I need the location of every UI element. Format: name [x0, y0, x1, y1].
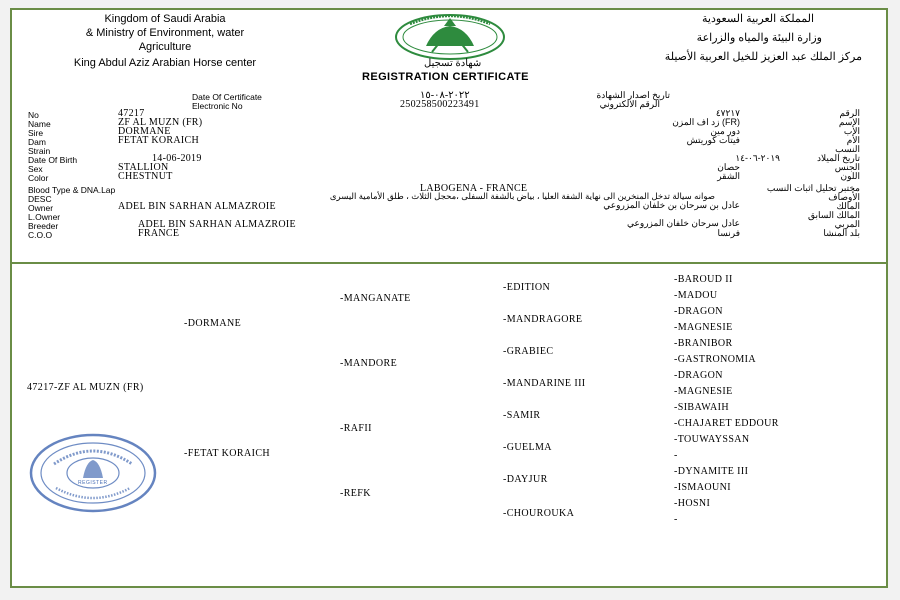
date-label: Date Of Certificate	[192, 92, 262, 102]
value-owner: ADEL BIN SARHAN ALMAZROIE	[118, 201, 276, 212]
pedigree-gen4-2: -MADOU	[674, 290, 718, 301]
value-no-ar: ٤٧٢١٧	[715, 108, 740, 118]
label-dna: Blood Type & DNA.Lap	[28, 185, 116, 195]
label-color: Color	[28, 173, 49, 183]
label-sex-ar: الجنس	[834, 162, 860, 172]
label-breeder-ar: المربي	[834, 219, 860, 229]
pedigree-gen2-4: -REFK	[340, 488, 371, 499]
date-value: ٢٠٢٢-٠٨-١٥	[420, 90, 470, 101]
pedigree-gen4-16: -	[674, 514, 678, 525]
label-desc-ar: الأوصاف	[828, 192, 860, 202]
pedigree-gen4-15: -HOSNI	[674, 498, 711, 509]
pedigree-gen4-9: -SIBAWAIH	[674, 402, 730, 413]
value-name: ZF AL MUZN (FR)	[118, 117, 203, 128]
label-no: No	[28, 110, 39, 120]
pedigree-gen2-3: -RAFII	[340, 423, 372, 434]
pedigree-gen3-8: -CHOUROUKA	[503, 508, 575, 519]
value-dam: FETAT KORAICH	[118, 135, 199, 146]
value-coo-ar: فرنسا	[717, 228, 740, 238]
pedigree-gen3-1: -EDITION	[503, 282, 551, 293]
label-coo-ar: بلد المنشا	[823, 228, 860, 238]
center-logo	[392, 10, 508, 60]
header-ar-line3: مركز الملك عبد العزيز للخيل العربية الأصيلة	[664, 51, 862, 63]
label-name-ar: الاسم	[838, 117, 860, 127]
header-english	[40, 12, 290, 70]
certificate-title: REGISTRATION CERTIFICATE	[362, 71, 529, 83]
electronic-value: 2502585002234​91	[400, 99, 480, 110]
pedigree-gen2-2: -MANDORE	[340, 358, 398, 369]
value-color: CHESTNUT	[118, 171, 173, 182]
label-lowner: L.Owner	[28, 212, 61, 222]
label-desc: DESC	[28, 194, 52, 204]
label-no-ar: الرقم	[839, 108, 860, 118]
label-sex: Sex	[28, 164, 43, 174]
label-dam-ar: الأم	[846, 135, 860, 145]
pedigree-gen4-13: -DYNAMITE III	[674, 466, 749, 477]
header-ar-line1: المملكة العربية السعودية	[702, 13, 814, 25]
value-dob-ar: ٢٠١٩-٠٦-١٤	[735, 153, 780, 163]
label-dob-ar: تاريخ الميلاد	[817, 153, 860, 163]
pedigree-gen4-4: -MAGNESIE	[674, 322, 733, 333]
value-breeder: ADEL BIN SARHAN ALMAZROIE	[138, 219, 296, 230]
label-lowner-ar: المالك السابق	[807, 210, 860, 220]
label-owner: Owner	[28, 203, 54, 213]
pedigree-gen4-10: -CHAJARET EDDOUR	[674, 418, 779, 429]
value-coo: FRANCE	[138, 228, 180, 239]
header-en-line3: Agriculture	[138, 41, 192, 53]
header-en-line2: & Ministry of Environment, water	[85, 27, 245, 39]
pedigree-gen3-5: -SAMIR	[503, 410, 541, 421]
label-dna-ar: مختبر تحليل اثبات النسب	[766, 183, 860, 193]
pedigree-gen3-2: -MANDRAGORE	[503, 314, 583, 325]
official-stamp	[28, 432, 158, 514]
label-sire-ar: الأب	[843, 126, 860, 136]
label-strain-ar: النسب	[835, 144, 860, 154]
header-en-line4: King Abdul Aziz Arabian Horse center	[73, 57, 257, 69]
value-desc-ar: صوانه سيالة تدخل المنخرين الى نهاية الشفة العليا ، بياض بالشفة السفلى ،محجل الثلاث ، طلق الأمامية اليسرى	[329, 191, 715, 201]
label-dob: Date Of Birth	[28, 155, 78, 165]
pedigree-gen4-11: -TOUWAYSSAN	[674, 434, 750, 445]
header-arabic	[610, 10, 862, 67]
pedigree-gen4-8: -MAGNESIE	[674, 386, 733, 397]
value-dna: LABOGENA - FRANCE	[420, 183, 528, 194]
label-breeder: Breeder	[28, 221, 59, 231]
label-sire: Sire	[28, 128, 44, 138]
value-color-ar: الشقر	[717, 171, 740, 181]
pedigree-gen4-6: -GASTRONOMIA	[674, 354, 757, 365]
pedigree-gen4-3: -DRAGON	[674, 306, 723, 317]
label-dam: Dam	[28, 137, 46, 147]
pedigree-gen4-1: -BAROUD II	[674, 274, 733, 285]
value-dam-ar: فيتات كوريتش	[686, 135, 740, 145]
value-no: 47217	[118, 108, 145, 119]
pedigree-gen2-1: -MANGANATE	[340, 293, 411, 304]
value-name-ar: (FR) زد اف المزن	[672, 117, 740, 127]
pedigree-dam: -FETAT KORAICH	[184, 448, 271, 459]
header-ar-line2: وزارة البيئة والمياه والزراعة	[696, 32, 822, 44]
pedigree-gen3-6: -GUELMA	[503, 442, 552, 453]
arabic-title: شهادة تسجيل	[424, 58, 482, 69]
value-sex: STALLION	[118, 162, 169, 173]
pedigree-subject: 47217-ZF AL MUZN (FR)	[27, 382, 144, 393]
label-strain: Strain	[28, 146, 51, 156]
pedigree-gen4-12: -	[674, 450, 678, 461]
value-dob: 14-06-2019	[152, 153, 202, 164]
value-sire: DORMANE	[118, 126, 171, 137]
value-breeder-ar: عادل سرحان خلفان المزروعي	[626, 218, 740, 228]
value-sex-ar: حصان	[717, 162, 740, 172]
electronic-label: Electronic No	[192, 101, 243, 111]
label-owner-ar: المالك	[836, 201, 860, 211]
stamp-register-text: REGISTER	[78, 480, 108, 486]
label-color-ar: اللون	[840, 171, 860, 181]
pedigree-gen4-14: -ISMAOUNI	[674, 482, 731, 493]
header-en-line1: Kingdom of Saudi Arabia	[104, 13, 226, 25]
pedigree-gen3-4: -MANDARINE III	[503, 378, 586, 389]
section-divider	[10, 262, 888, 264]
pedigree-gen4-7: -DRAGON	[674, 370, 723, 381]
pedigree-sire: -DORMANE	[184, 318, 242, 329]
pedigree-gen3-3: -GRABIEC	[503, 346, 554, 357]
pedigree-gen4-5: -BRANIBOR	[674, 338, 733, 349]
electronic-label-ar: الرقم الالكتروني	[599, 99, 660, 109]
label-coo: C.O.O	[28, 230, 53, 240]
date-label-ar: تاريخ اصدار الشهادة	[596, 90, 670, 100]
pedigree-gen3-7: -DAYJUR	[503, 474, 548, 485]
value-sire-ar: دور مين	[710, 126, 740, 136]
value-owner-ar: عادل بن سرحان بن خلفان المزروعي	[603, 200, 740, 210]
label-name: Name	[28, 119, 51, 129]
